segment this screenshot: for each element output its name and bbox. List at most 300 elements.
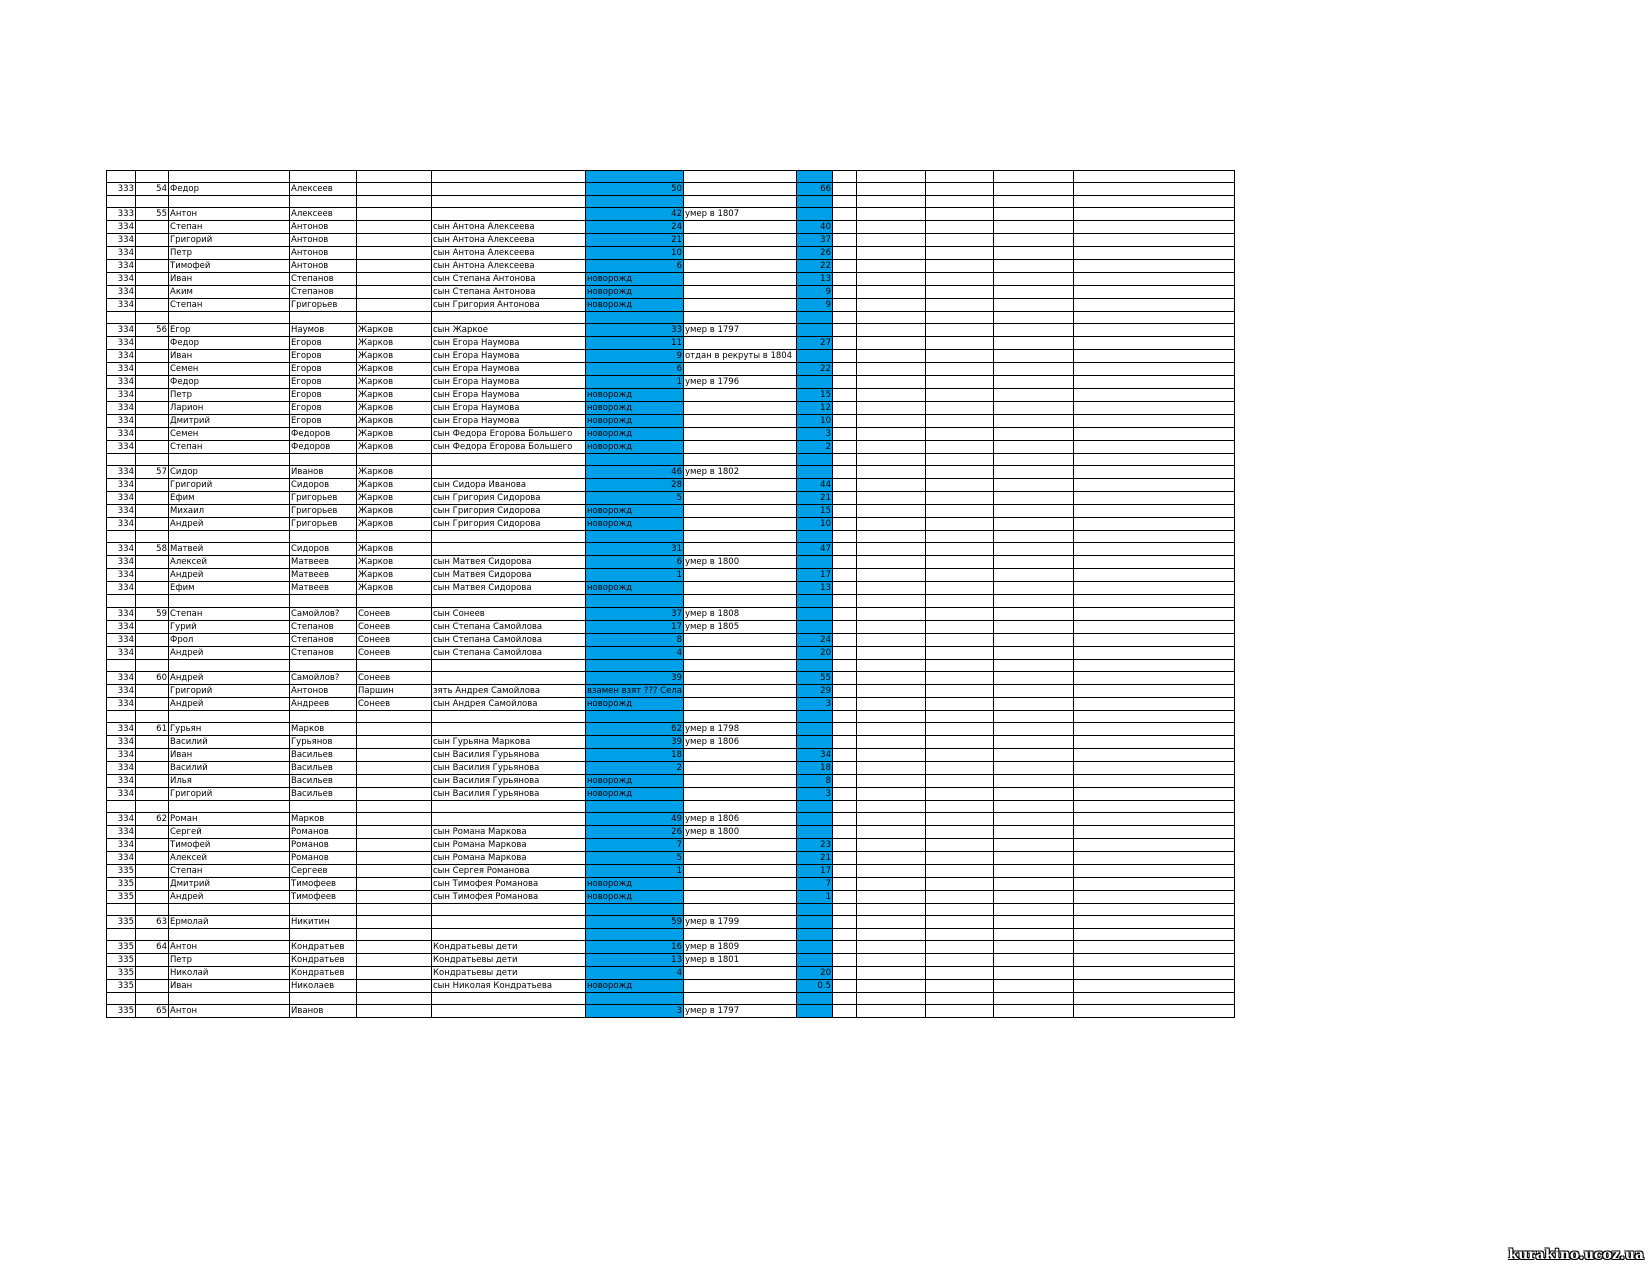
extra-2-cell	[856, 620, 925, 633]
extra-4-cell	[993, 556, 1073, 569]
household-number-cell	[136, 659, 169, 671]
household-number-cell: 62	[136, 812, 169, 825]
age-1795-cell: новорожд	[586, 582, 684, 595]
extra-3-cell	[925, 928, 993, 940]
relation-cell: сын Сонеев	[432, 607, 586, 620]
relation-cell: сын Василия Гурьянова	[432, 787, 586, 800]
age-1795-cell: взамен взят ??? Села	[587, 685, 682, 696]
extra-2-cell	[856, 825, 925, 838]
relation-cell: сын Федора Егорова Большего	[432, 441, 586, 454]
first-name-cell	[169, 928, 290, 940]
extra-3-cell	[925, 234, 993, 247]
age-1811-cell	[796, 722, 832, 735]
extra-1-cell	[832, 208, 856, 221]
surname-cell	[357, 299, 432, 312]
extra-3-cell	[925, 312, 993, 324]
patronymic-cell: Степанов	[290, 620, 357, 633]
first-name-cell: Федор	[169, 337, 290, 350]
relation-cell: сын Григория Антонова	[432, 299, 586, 312]
extra-1-cell	[832, 531, 856, 543]
extra-2-cell	[856, 389, 925, 402]
extra-2-cell	[856, 196, 925, 208]
extra-4-cell	[993, 993, 1073, 1005]
extra-3-cell	[925, 569, 993, 582]
extra-4-cell	[993, 505, 1073, 518]
age-1795-cell: 9	[586, 350, 684, 363]
page-number-cell: 334	[107, 337, 136, 350]
extra-4-cell	[993, 363, 1073, 376]
extra-4-cell	[993, 337, 1073, 350]
page-number-cell: 334	[107, 838, 136, 851]
table-row	[107, 479, 1235, 492]
first-name-cell: Иван	[169, 273, 290, 286]
surname-cell: Жарков	[357, 441, 432, 454]
extra-5-cell	[1073, 492, 1234, 505]
page-number-cell: 334	[107, 697, 136, 710]
first-name-cell: Григорий	[169, 479, 290, 492]
extra-5-cell	[1073, 479, 1234, 492]
extra-3-cell	[925, 787, 993, 800]
extra-5-cell	[1073, 171, 1234, 183]
surname-cell	[357, 286, 432, 299]
surname-cell: Жарков	[357, 505, 432, 518]
note-cell	[683, 980, 796, 993]
extra-5-cell	[1073, 595, 1234, 607]
page-number-cell	[107, 903, 136, 915]
household-number-cell	[136, 595, 169, 607]
household-number-cell	[136, 260, 169, 273]
extra-4-cell	[993, 221, 1073, 234]
extra-4-cell	[993, 582, 1073, 595]
extra-4-cell	[993, 350, 1073, 363]
note-cell: умер в 1797	[683, 1005, 796, 1018]
extra-2-cell	[856, 659, 925, 671]
first-name-cell	[169, 903, 290, 915]
first-name-cell	[169, 454, 290, 466]
extra-4-cell	[993, 324, 1073, 337]
page-number-cell: 334	[107, 441, 136, 454]
relation-cell: сын Степана Антонова	[432, 286, 586, 299]
surname-cell	[357, 903, 432, 915]
household-number-cell	[136, 221, 169, 234]
extra-5-cell	[1073, 851, 1234, 864]
surname-cell	[357, 980, 432, 993]
relation-cell: сын Василия Гурьянова	[432, 774, 586, 787]
table-row	[107, 877, 1235, 890]
first-name-cell: Егор	[169, 324, 290, 337]
extra-5-cell	[1073, 941, 1234, 954]
patronymic-cell: Степанов	[290, 646, 357, 659]
page-number-cell: 335	[107, 864, 136, 877]
note-cell	[683, 415, 796, 428]
extra-3-cell	[925, 915, 993, 928]
extra-1-cell	[832, 260, 856, 273]
extra-2-cell	[856, 183, 925, 196]
age-1795-cell: новорожд	[586, 273, 684, 286]
first-name-cell: Василий	[169, 761, 290, 774]
surname-cell	[357, 941, 432, 954]
page-number-cell: 334	[107, 363, 136, 376]
page-number-cell: 334	[107, 646, 136, 659]
extra-5-cell	[1073, 324, 1234, 337]
table-row	[107, 518, 1235, 531]
extra-1-cell	[832, 337, 856, 350]
first-name-cell: Андрей	[169, 697, 290, 710]
extra-4-cell	[993, 1005, 1073, 1018]
household-number-cell	[136, 825, 169, 838]
table-row	[107, 324, 1235, 337]
patronymic-cell: Егоров	[290, 415, 357, 428]
table-row	[107, 183, 1235, 196]
note-cell	[683, 505, 796, 518]
age-1795-cell: 6	[586, 363, 684, 376]
extra-5-cell	[1073, 659, 1234, 671]
surname-cell: Жарков	[357, 543, 432, 556]
extra-1-cell	[832, 774, 856, 787]
patronymic-cell: Матвеев	[290, 569, 357, 582]
note-cell	[683, 659, 796, 671]
page-number-cell	[107, 454, 136, 466]
extra-3-cell	[925, 428, 993, 441]
extra-3-cell	[925, 890, 993, 903]
age-1795-cell: 49	[586, 812, 684, 825]
relation-cell	[432, 543, 586, 556]
page-number-cell: 334	[107, 556, 136, 569]
surname-cell	[357, 851, 432, 864]
page-number-cell: 334	[107, 286, 136, 299]
note-cell	[683, 710, 796, 722]
extra-2-cell	[856, 569, 925, 582]
extra-3-cell	[925, 620, 993, 633]
relation-cell	[432, 208, 586, 221]
page-number-cell: 334	[107, 234, 136, 247]
note-cell	[683, 492, 796, 505]
extra-3-cell	[925, 479, 993, 492]
note-cell	[683, 171, 796, 183]
patronymic-cell: Матвеев	[290, 556, 357, 569]
note-cell	[683, 903, 796, 915]
extra-4-cell	[993, 299, 1073, 312]
note-cell	[683, 479, 796, 492]
age-1811-cell: 1	[796, 890, 832, 903]
surname-cell	[357, 890, 432, 903]
age-1811-cell	[796, 903, 832, 915]
page-number-cell	[107, 531, 136, 543]
first-name-cell	[169, 710, 290, 722]
surname-cell	[357, 825, 432, 838]
age-1811-cell	[796, 915, 832, 928]
extra-2-cell	[856, 299, 925, 312]
extra-1-cell	[832, 286, 856, 299]
table-row	[107, 671, 1235, 684]
age-1795-cell: 6	[586, 260, 684, 273]
extra-2-cell	[856, 415, 925, 428]
first-name-cell	[169, 595, 290, 607]
first-name-cell: Ермолай	[169, 915, 290, 928]
household-number-cell	[136, 428, 169, 441]
age-1811-cell: 18	[796, 761, 832, 774]
relation-cell: сын Антона Алексеева	[432, 221, 586, 234]
extra-2-cell	[856, 1005, 925, 1018]
extra-4-cell	[993, 903, 1073, 915]
surname-cell: Жарков	[357, 337, 432, 350]
household-number-cell	[136, 684, 169, 697]
table-row	[107, 774, 1235, 787]
extra-2-cell	[856, 350, 925, 363]
patronymic-cell: Антонов	[290, 684, 357, 697]
page-number-cell	[107, 312, 136, 324]
household-number-cell: 57	[136, 466, 169, 479]
extra-2-cell	[856, 954, 925, 967]
extra-3-cell	[925, 208, 993, 221]
extra-5-cell	[1073, 761, 1234, 774]
age-1795-cell: 46	[586, 466, 684, 479]
page-number-cell: 334	[107, 722, 136, 735]
household-number-cell	[136, 479, 169, 492]
extra-5-cell	[1073, 697, 1234, 710]
extra-1-cell	[832, 247, 856, 260]
extra-3-cell	[925, 492, 993, 505]
first-name-cell: Петр	[169, 389, 290, 402]
extra-5-cell	[1073, 221, 1234, 234]
relation-cell: сын Андрея Самойлова	[432, 697, 586, 710]
extra-3-cell	[925, 402, 993, 415]
household-number-cell	[136, 851, 169, 864]
note-cell	[683, 531, 796, 543]
table-row	[107, 234, 1235, 247]
relation-cell: сын Романа Маркова	[432, 838, 586, 851]
patronymic-cell: Матвеев	[290, 582, 357, 595]
first-name-cell: Ефим	[169, 582, 290, 595]
surname-cell: Жарков	[357, 582, 432, 595]
surname-cell	[357, 196, 432, 208]
extra-5-cell	[1073, 620, 1234, 633]
household-number-cell	[136, 556, 169, 569]
extra-5-cell	[1073, 505, 1234, 518]
extra-1-cell	[832, 903, 856, 915]
surname-cell	[357, 864, 432, 877]
note-cell	[683, 402, 796, 415]
page-number-cell: 334	[107, 324, 136, 337]
extra-1-cell	[832, 915, 856, 928]
note-cell	[683, 234, 796, 247]
age-1795-cell: 16	[586, 941, 684, 954]
age-1811-cell	[796, 607, 832, 620]
age-1795-cell	[586, 312, 684, 324]
relation-cell: зять Андрея Самойлова	[432, 684, 586, 697]
extra-3-cell	[925, 337, 993, 350]
extra-2-cell	[856, 543, 925, 556]
household-number-cell	[136, 582, 169, 595]
first-name-cell	[169, 312, 290, 324]
note-cell	[683, 389, 796, 402]
relation-cell: сын Егора Наумова	[432, 376, 586, 389]
extra-2-cell	[856, 479, 925, 492]
surname-cell	[357, 787, 432, 800]
relation-cell: сын Тимофея Романова	[432, 890, 586, 903]
patronymic-cell: Романов	[290, 825, 357, 838]
page-number-cell: 333	[107, 208, 136, 221]
first-name-cell: Василий	[169, 735, 290, 748]
extra-1-cell	[832, 299, 856, 312]
age-1795-cell	[586, 659, 684, 671]
extra-1-cell	[832, 196, 856, 208]
note-cell	[683, 967, 796, 980]
surname-cell	[357, 1005, 432, 1018]
patronymic-cell: Сидоров	[290, 543, 357, 556]
extra-4-cell	[993, 492, 1073, 505]
note-cell	[683, 273, 796, 286]
extra-1-cell	[832, 505, 856, 518]
extra-1-cell	[832, 761, 856, 774]
relation-cell	[432, 928, 586, 940]
extra-1-cell	[832, 402, 856, 415]
note-cell	[683, 221, 796, 234]
age-1795-cell: новорожд	[586, 787, 684, 800]
extra-5-cell	[1073, 954, 1234, 967]
extra-5-cell	[1073, 286, 1234, 299]
extra-2-cell	[856, 761, 925, 774]
age-1811-cell	[796, 659, 832, 671]
table-row	[107, 748, 1235, 761]
age-1811-cell: 9	[796, 286, 832, 299]
relation-cell: сын Василия Гурьянова	[432, 761, 586, 774]
age-1795-cell: 4	[586, 646, 684, 659]
household-number-cell	[136, 620, 169, 633]
age-1795-cell: 1	[586, 376, 684, 389]
patronymic-cell: Антонов	[290, 221, 357, 234]
surname-cell: Жарков	[357, 363, 432, 376]
extra-5-cell	[1073, 234, 1234, 247]
note-cell	[683, 183, 796, 196]
extra-3-cell	[925, 954, 993, 967]
table-row	[107, 967, 1235, 980]
extra-2-cell	[856, 812, 925, 825]
patronymic-cell: Наумов	[290, 324, 357, 337]
extra-2-cell	[856, 208, 925, 221]
extra-3-cell	[925, 183, 993, 196]
extra-1-cell	[832, 312, 856, 324]
household-number-cell: 55	[136, 208, 169, 221]
note-cell	[683, 684, 796, 697]
extra-5-cell	[1073, 903, 1234, 915]
note-cell: умер в 1798	[683, 722, 796, 735]
age-1811-cell	[796, 531, 832, 543]
page-number-cell: 333	[107, 183, 136, 196]
first-name-cell: Алексей	[169, 851, 290, 864]
extra-5-cell	[1073, 800, 1234, 812]
patronymic-cell: Самойлов?	[290, 607, 357, 620]
extra-4-cell	[993, 787, 1073, 800]
extra-2-cell	[856, 890, 925, 903]
extra-5-cell	[1073, 864, 1234, 877]
note-cell	[683, 428, 796, 441]
extra-1-cell	[832, 812, 856, 825]
page-number-cell: 334	[107, 620, 136, 633]
extra-2-cell	[856, 607, 925, 620]
relation-cell: Кондратьевы дети	[432, 954, 586, 967]
extra-3-cell	[925, 171, 993, 183]
page-number-cell: 335	[107, 967, 136, 980]
age-1795-cell	[586, 800, 684, 812]
age-1811-cell	[796, 825, 832, 838]
extra-3-cell	[925, 633, 993, 646]
age-1795-cell: 62	[586, 722, 684, 735]
extra-3-cell	[925, 838, 993, 851]
first-name-cell	[169, 196, 290, 208]
patronymic-cell: Марков	[290, 812, 357, 825]
note-cell	[683, 582, 796, 595]
age-1795-cell: новорожд	[586, 774, 684, 787]
extra-3-cell	[925, 684, 993, 697]
patronymic-cell: Кондратьев	[290, 954, 357, 967]
household-number-cell	[136, 171, 169, 183]
extra-1-cell	[832, 171, 856, 183]
extra-5-cell	[1073, 363, 1234, 376]
patronymic-cell: Егоров	[290, 389, 357, 402]
extra-3-cell	[925, 350, 993, 363]
extra-3-cell	[925, 646, 993, 659]
relation-cell	[432, 915, 586, 928]
age-1811-cell	[796, 1005, 832, 1018]
age-1811-cell: 26	[796, 247, 832, 260]
extra-3-cell	[925, 659, 993, 671]
table-row	[107, 247, 1235, 260]
page-number-cell: 334	[107, 825, 136, 838]
relation-cell	[432, 312, 586, 324]
note-cell: умер в 1799	[683, 915, 796, 928]
household-number-cell	[136, 505, 169, 518]
relation-cell	[432, 671, 586, 684]
page-number-cell: 334	[107, 247, 136, 260]
extra-3-cell	[925, 441, 993, 454]
first-name-cell	[169, 993, 290, 1005]
table-row	[107, 825, 1235, 838]
extra-2-cell	[856, 337, 925, 350]
first-name-cell: Роман	[169, 812, 290, 825]
first-name-cell	[169, 800, 290, 812]
age-1811-cell: 66	[796, 183, 832, 196]
page-number-cell: 334	[107, 582, 136, 595]
relation-cell: сын Егора Наумова	[432, 337, 586, 350]
extra-4-cell	[993, 273, 1073, 286]
surname-cell	[357, 659, 432, 671]
relation-cell	[432, 659, 586, 671]
table-row	[107, 761, 1235, 774]
extra-1-cell	[832, 1005, 856, 1018]
age-1811-cell	[796, 812, 832, 825]
first-name-cell: Григорий	[169, 787, 290, 800]
first-name-cell: Илья	[169, 774, 290, 787]
extra-5-cell	[1073, 607, 1234, 620]
extra-2-cell	[856, 247, 925, 260]
first-name-cell: Степан	[169, 441, 290, 454]
table-row	[107, 402, 1235, 415]
page-number-cell	[107, 196, 136, 208]
extra-5-cell	[1073, 838, 1234, 851]
patronymic-cell: Никитин	[290, 915, 357, 928]
patronymic-cell: Григорьев	[290, 299, 357, 312]
note-cell	[683, 363, 796, 376]
relation-cell: сын Егора Наумова	[432, 389, 586, 402]
extra-1-cell	[832, 877, 856, 890]
table-row	[107, 389, 1235, 402]
extra-5-cell	[1073, 350, 1234, 363]
extra-1-cell	[832, 376, 856, 389]
extra-5-cell	[1073, 993, 1234, 1005]
age-1795-cell: 2	[586, 761, 684, 774]
extra-1-cell	[832, 492, 856, 505]
